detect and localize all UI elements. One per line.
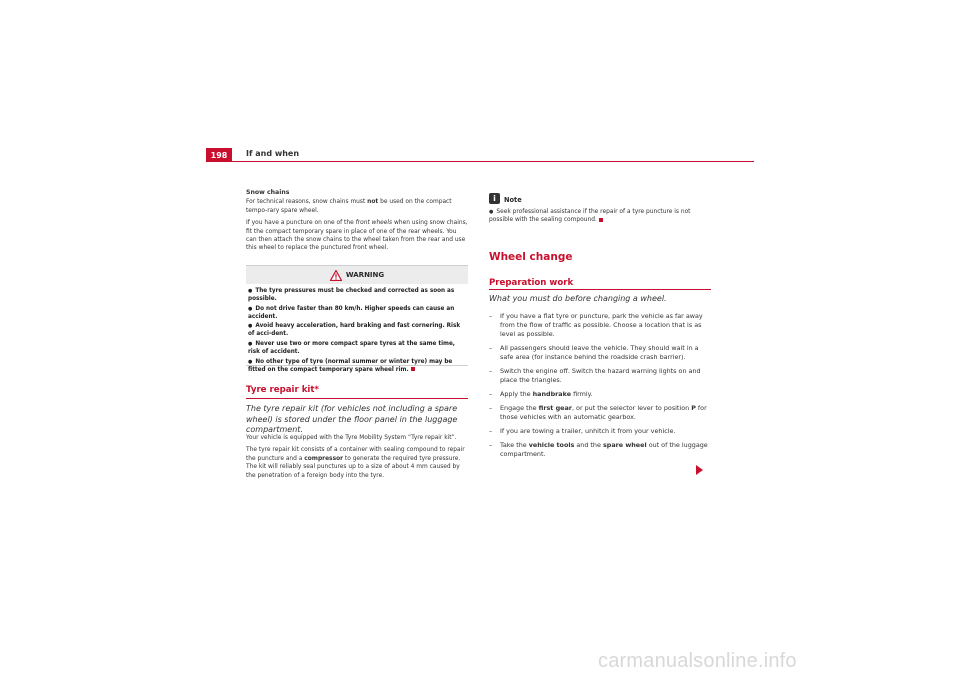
repair-kit-title: Tyre repair kit* bbox=[246, 385, 319, 395]
text: Seek professional assistance if the repair of a tyre puncture is not possible with the sealing compound. bbox=[489, 209, 691, 224]
note-header bbox=[489, 193, 522, 204]
text: , or put the selector lever to position bbox=[571, 403, 692, 412]
text-bold: first gear bbox=[538, 403, 572, 412]
text-bold: P bbox=[691, 403, 696, 412]
snow-chains-heading: Snow chains bbox=[246, 189, 290, 196]
step-item: – Apply the handbrake firmly. bbox=[489, 390, 593, 399]
warning-triangle-icon bbox=[330, 270, 342, 281]
text: for those vehicles with an automatic gearbox. bbox=[500, 403, 707, 422]
warning-item: ● No other type of tyre (normal summer or winter tyre) may be fitted on the compact temporary spare wheel rim. bbox=[248, 358, 453, 373]
text: firmly. bbox=[571, 390, 593, 399]
text-bold: compressor bbox=[304, 455, 344, 462]
snow-chains-para-1 bbox=[246, 198, 468, 215]
warning-title: WARNING bbox=[345, 271, 385, 279]
repair-kit-body bbox=[246, 434, 468, 484]
repair-kit-para-1: Your vehicle is equipped with the Tyre Mobility System “Tyre repair kit”. bbox=[246, 435, 457, 441]
wheel-change-title: Wheel change bbox=[489, 251, 573, 263]
text: Take the bbox=[500, 440, 529, 449]
repair-kit-para-2 bbox=[246, 446, 468, 480]
text: to generate the required tyre pressure. The kit will reliably seal punctures up to a size of about 4 mm caused by the penetration of a foreign body into the tyre. bbox=[246, 455, 461, 479]
section-rule bbox=[489, 289, 711, 290]
warning-item: ● Avoid heavy acceleration, hard braking and fast cornering. Risk of acci-dent. bbox=[248, 323, 461, 338]
text-bold: handbrake bbox=[532, 390, 572, 399]
step-item: – Switch the engine off. Switch the hazard warning lights on and place the triangles. bbox=[489, 367, 711, 385]
text: No other type of tyre (normal summer or winter tyre) may be fitted on the compact temporary spare wheel rim. bbox=[248, 358, 453, 373]
footer-watermark: carmanualsonline.info bbox=[598, 650, 797, 672]
note-info-icon: i bbox=[489, 193, 500, 204]
step-item: – If you are towing a trailer, unhitch it from your vehicle. bbox=[489, 426, 676, 435]
text: Engage the bbox=[500, 403, 539, 412]
note-body bbox=[489, 208, 711, 229]
text: be used on the compact tempo-rary spare wheel. bbox=[246, 199, 452, 214]
warning-item: ● The tyre pressures must be checked and corrected as soon as possible. bbox=[248, 288, 455, 303]
page-number: 198 bbox=[206, 148, 232, 162]
text: The tyre pressures must be checked and corrected as soon as possible. bbox=[248, 288, 455, 303]
text: Never use two or more compact spare tyres at the same time, risk of accident. bbox=[248, 341, 455, 356]
prep-subtitle: What you must do before changing a wheel. bbox=[489, 294, 667, 303]
text: For technical reasons, snow chains must bbox=[246, 199, 368, 206]
prep-steps bbox=[489, 312, 711, 464]
section-end-mark bbox=[411, 367, 415, 371]
text-italic: front wheels bbox=[355, 220, 393, 227]
text: Avoid heavy acceleration, hard braking and fast cornering. Risk of acci-dent. bbox=[248, 323, 461, 338]
warning-item: ● Do not drive faster than 80 km/h. Higher speeds can cause an accident. bbox=[248, 305, 455, 320]
text: out of the luggage compartment. bbox=[500, 440, 708, 458]
section-rule bbox=[246, 398, 468, 399]
text-bold: vehicle tools bbox=[528, 440, 575, 449]
step-item: – Engage the first gear, or put the selector lever to position P for those vehicles with an automatic gearbox. bbox=[489, 403, 707, 422]
continue-arrow-icon bbox=[696, 465, 703, 475]
text: The tyre repair kit consists of a container with sealing compound to repair the puncture and a bbox=[246, 447, 465, 462]
step-item: – Take the vehicle tools and the spare wheel out of the luggage compartment. bbox=[489, 440, 708, 458]
step-item: – If you have a flat tyre or puncture, park the vehicle as far away from the flow of traffic as possible. Choose a location that is as level as possible. bbox=[489, 312, 711, 339]
text-bold: not bbox=[367, 199, 379, 206]
text-bold: spare wheel bbox=[602, 440, 647, 449]
text: and the bbox=[574, 440, 603, 449]
text: when using snow chains, fit the compact temporary spare in place of one of the rear wheels. You can then attach the snow chains to the wheel taken from the rear and use this wheel to replace the punctured front wheel. bbox=[246, 220, 468, 252]
text: If you have a puncture on one of the bbox=[246, 220, 356, 227]
repair-kit-subtitle: The tyre repair kit (for vehicles not including a spare wheel) is stored under the floor panel in the luggage compartment. bbox=[246, 404, 458, 434]
text: Apply the bbox=[500, 390, 533, 399]
text: If you are towing a trailer, unhitch it from your vehicle. bbox=[500, 426, 676, 435]
text: If you have a flat tyre or puncture, park the vehicle as far away from the flow of traffic as possible. Choose a location that is as level as possible. bbox=[500, 312, 703, 339]
snow-chains-para-2 bbox=[246, 219, 468, 253]
section-end-mark bbox=[599, 218, 603, 222]
warning-header bbox=[246, 266, 468, 284]
prep-title: Preparation work bbox=[489, 278, 574, 288]
text: Switch the engine off. Switch the hazard warning lights on and place the triangles. bbox=[500, 367, 701, 385]
page-header-title: If and when bbox=[246, 149, 300, 158]
header-rule bbox=[206, 161, 754, 162]
warning-box bbox=[246, 265, 468, 373]
warning-list bbox=[248, 287, 466, 375]
step-item: – All passengers should leave the vehicle. They should wait in a safe area (for instance behind the roadside crash barrier). bbox=[489, 344, 711, 362]
note-label: Note bbox=[504, 196, 522, 204]
text: All passengers should leave the vehicle. They should wait in a safe area (for instance behind the roadside crash barrier). bbox=[500, 344, 699, 362]
note-text: ● Seek professional assistance if the repair of a tyre puncture is not possible with the sealing compound. bbox=[489, 209, 691, 224]
text: Do not drive faster than 80 km/h. Higher speeds can cause an accident. bbox=[248, 305, 455, 320]
snow-chains-section bbox=[246, 189, 468, 257]
warning-item: ● Never use two or more compact spare tyres at the same time, risk of accident. bbox=[248, 341, 455, 356]
